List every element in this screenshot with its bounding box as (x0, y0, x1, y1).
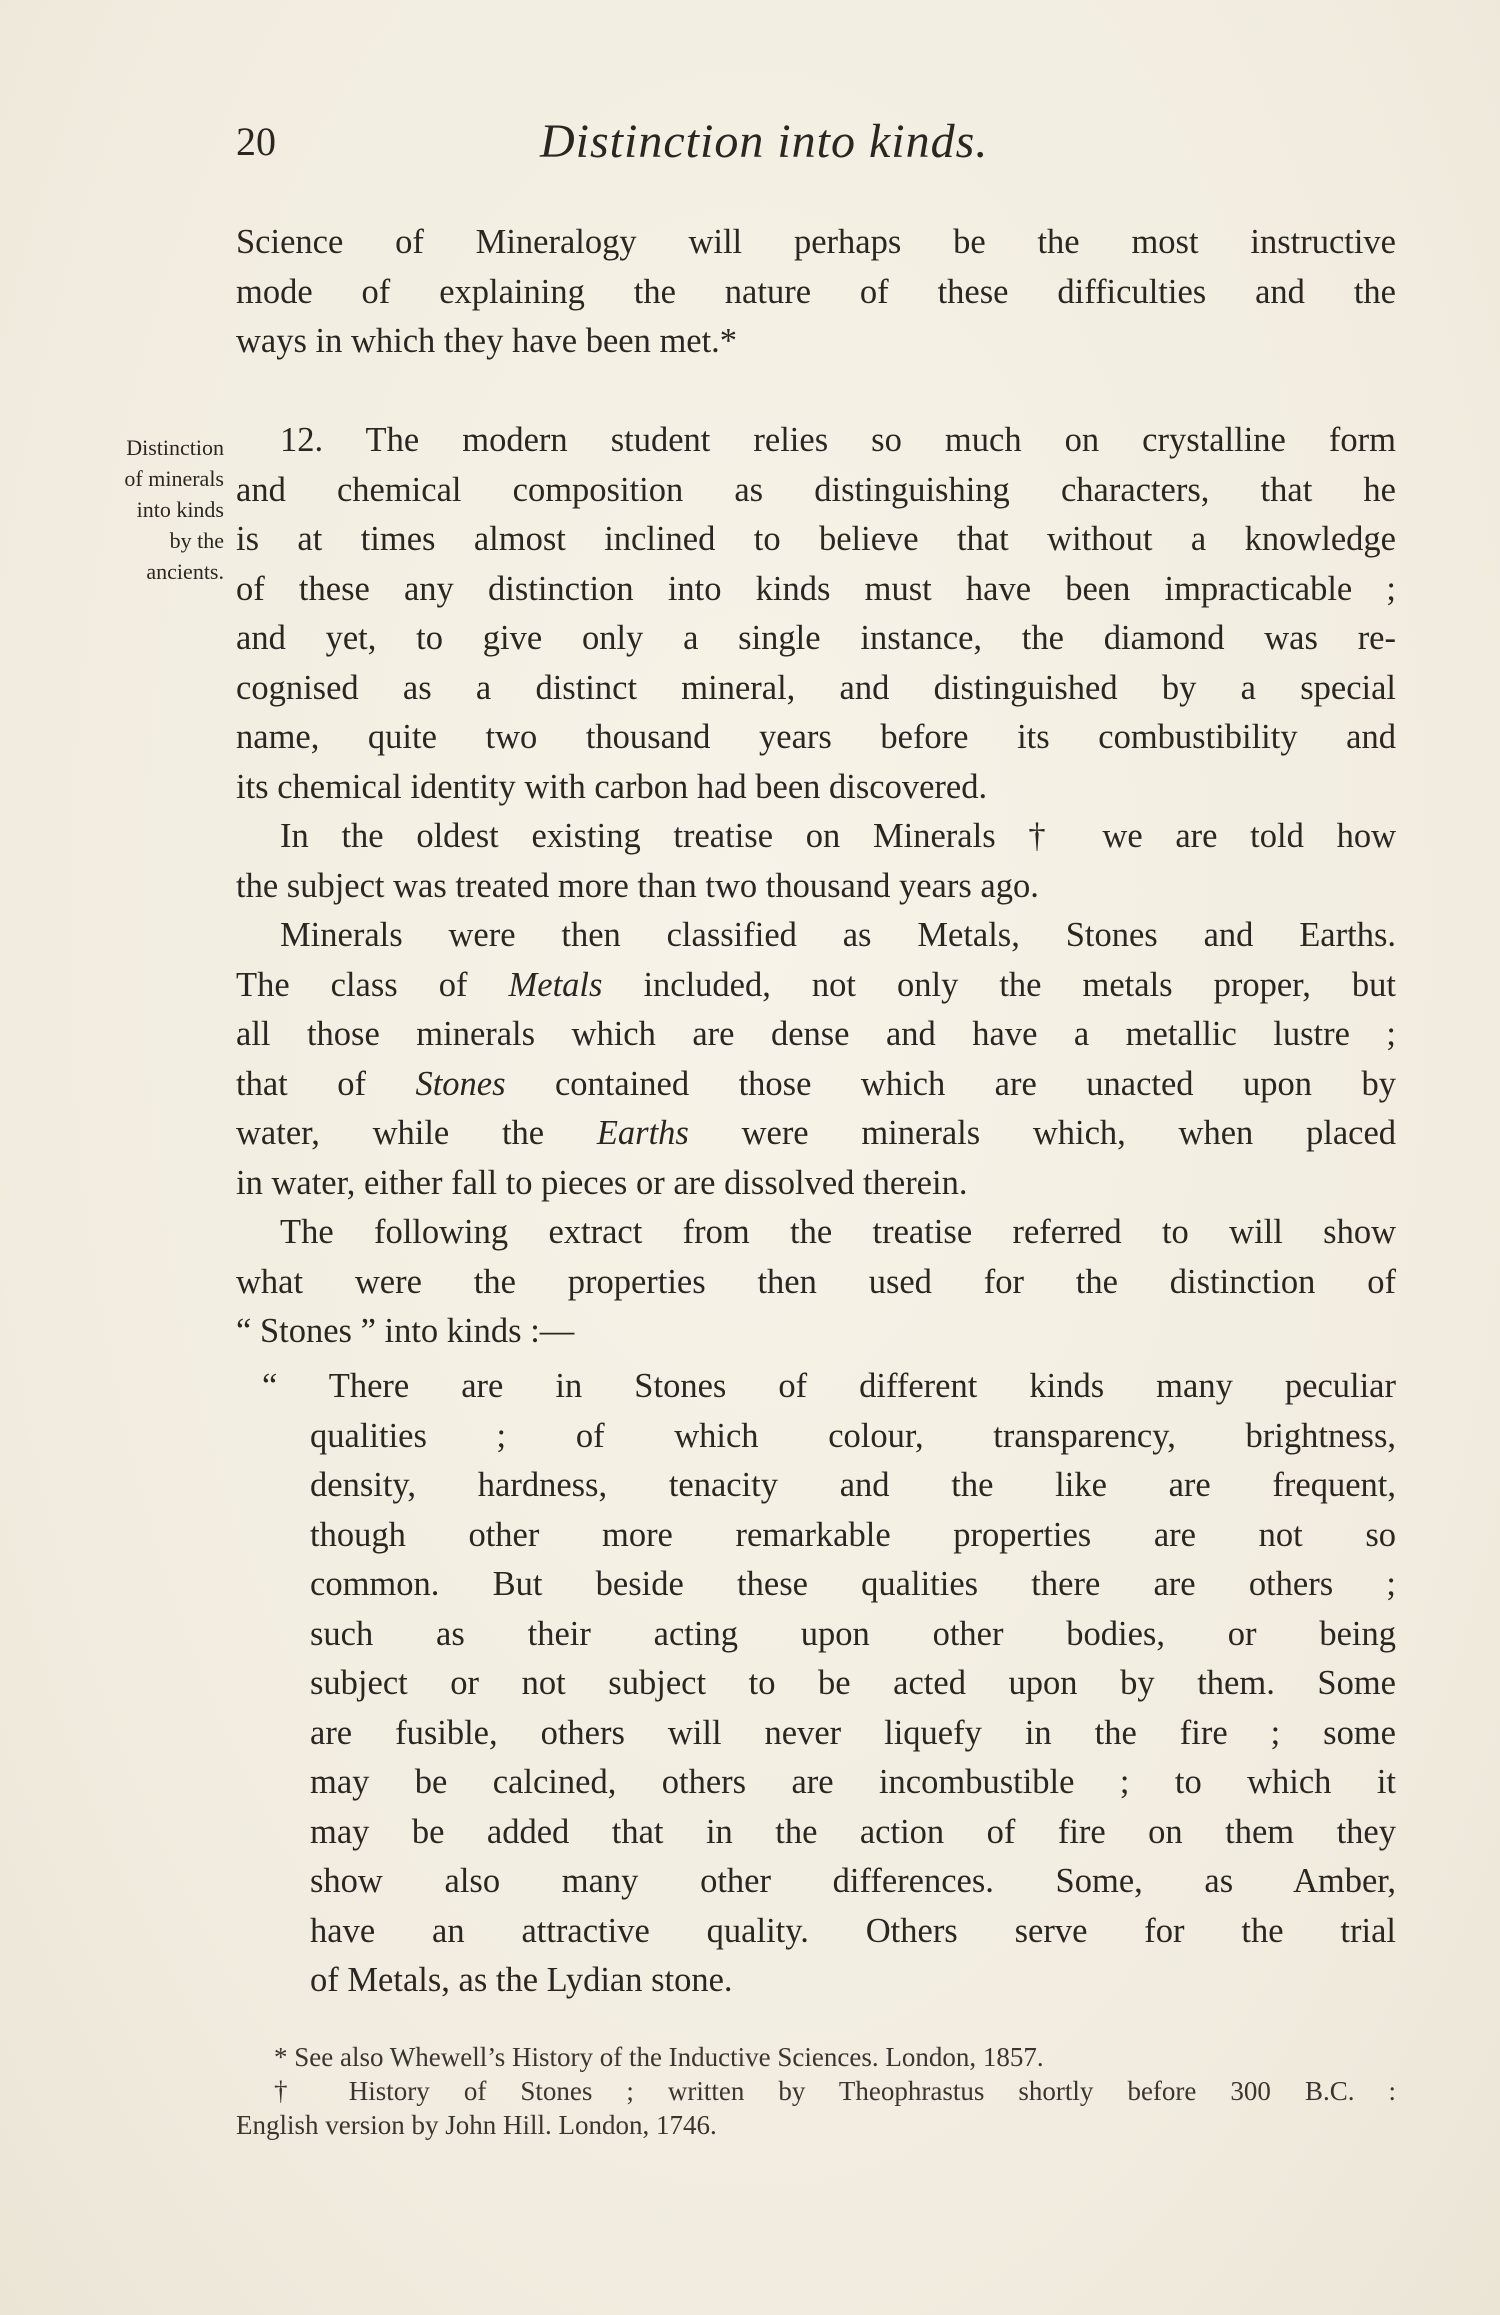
italic-term: Metals (508, 965, 603, 1004)
text-line: name, quite two thousand years before its combustibility and (236, 718, 1396, 756)
text-line: what were the properties then used for the distinction of (236, 1262, 1396, 1301)
page-number: 20 (236, 119, 276, 164)
text-line: all those minerals which are dense and have a metallic lustre ; (236, 1015, 1396, 1053)
text-line (236, 961, 1396, 1011)
margin-note-line: Distinction (126, 435, 224, 460)
text-line: Science of Mineralogy will perhaps be the most instructive (236, 223, 1396, 261)
quote-line: have an attractive quality. Others serve for the trial (310, 1911, 1396, 1950)
text-fragment: The class of (236, 965, 509, 1004)
quote-line: density, hardness, tenacity and the like are frequent, (310, 1466, 1396, 1504)
quote-line: qualities ; of which colour, transparency, brightness, (310, 1416, 1396, 1455)
running-title: Distinction into kinds. (540, 115, 989, 168)
text-line: The following extract from the treatise referred to will show (280, 1213, 1396, 1251)
quote-line: though other more remarkable properties are not so (310, 1515, 1396, 1554)
text-line: its chemical identity with carbon had been discovered. (236, 767, 988, 806)
page-header (0, 112, 1500, 172)
text-fragment: that of (236, 1064, 416, 1103)
footnote-2-continuation: English version by John Hill. London, 1746. (236, 2110, 717, 2140)
quote-line: may be calcined, others are incombustible ; to which it (310, 1763, 1396, 1801)
quote-line: such as their acting upon other bodies, or being (310, 1614, 1396, 1653)
text-line: In the oldest existing treatise on Minerals † we are told how (280, 817, 1396, 855)
quote-line: may be added that in the action of fire on them they (310, 1812, 1396, 1851)
margin-note-line: into kinds (136, 497, 224, 522)
text-line (236, 1109, 1396, 1159)
text-line: and yet, to give only a single instance, the diamond was re- (236, 619, 1396, 657)
footnote-2: † History of Stones ; written by Theophrastus shortly before 300 B.C. : (274, 2076, 1396, 2106)
quote-line: “ There are in Stones of different kinds many peculiar (262, 1367, 1396, 1405)
text-line: and chemical composition as distinguishing characters, that he (236, 470, 1396, 509)
text-line: of these any distinction into kinds must have been impracticable ; (236, 569, 1396, 608)
main-text (236, 416, 1396, 1357)
text-line: Minerals were then classified as Metals, Stones and Earths. (280, 916, 1396, 954)
margin-note-line: by the (169, 528, 224, 553)
text-line: 12. The modern student relies so much on crystalline form (280, 421, 1396, 459)
text-line: the subject was treated more than two thousand years ago. (236, 866, 1039, 905)
text-line: is at times almost inclined to believe that without a knowledge (236, 520, 1396, 558)
quote-line: common. But beside these qualities there are others ; (310, 1565, 1396, 1603)
quote-line: are fusible, others will never liquefy in the fire ; some (310, 1713, 1396, 1752)
text-line: ways in which they have been met.* (236, 322, 738, 360)
margin-note (64, 432, 224, 587)
text-line: mode of explaining the nature of these difficulties and the (236, 272, 1396, 311)
quote-line: of Metals, as the Lydian stone. (310, 1961, 733, 1999)
quote-line: show also many other differences. Some, as Amber, (310, 1862, 1396, 1900)
block-quote (262, 1362, 1396, 2006)
italic-term: Earths (596, 1114, 689, 1152)
text-fragment: contained those which are unacted upon by (505, 1064, 1396, 1103)
intro-paragraph (236, 218, 1396, 367)
text-fragment: water, while the (236, 1114, 597, 1152)
margin-note-line: ancients. (146, 559, 224, 584)
text-line: cognised as a distinct mineral, and distinguished by a special (236, 668, 1396, 707)
text-line: in water, either fall to pieces or are dissolved therein. (236, 1163, 968, 1202)
text-line: “ Stones ” into kinds :— (236, 1312, 575, 1350)
text-fragment: were minerals which, when placed (688, 1114, 1397, 1152)
quote-line: subject or not subject to be acted upon by them. Some (310, 1664, 1396, 1702)
footnotes (236, 2040, 1396, 2142)
text-line (236, 1060, 1396, 1110)
footnote-1: * See also Whewell’s History of the Inductive Sciences. London, 1857. (274, 2042, 1044, 2072)
text-fragment: included, not only the metals proper, but (602, 965, 1396, 1004)
margin-note-line: of minerals (124, 466, 224, 491)
italic-term: Stones (415, 1064, 506, 1103)
